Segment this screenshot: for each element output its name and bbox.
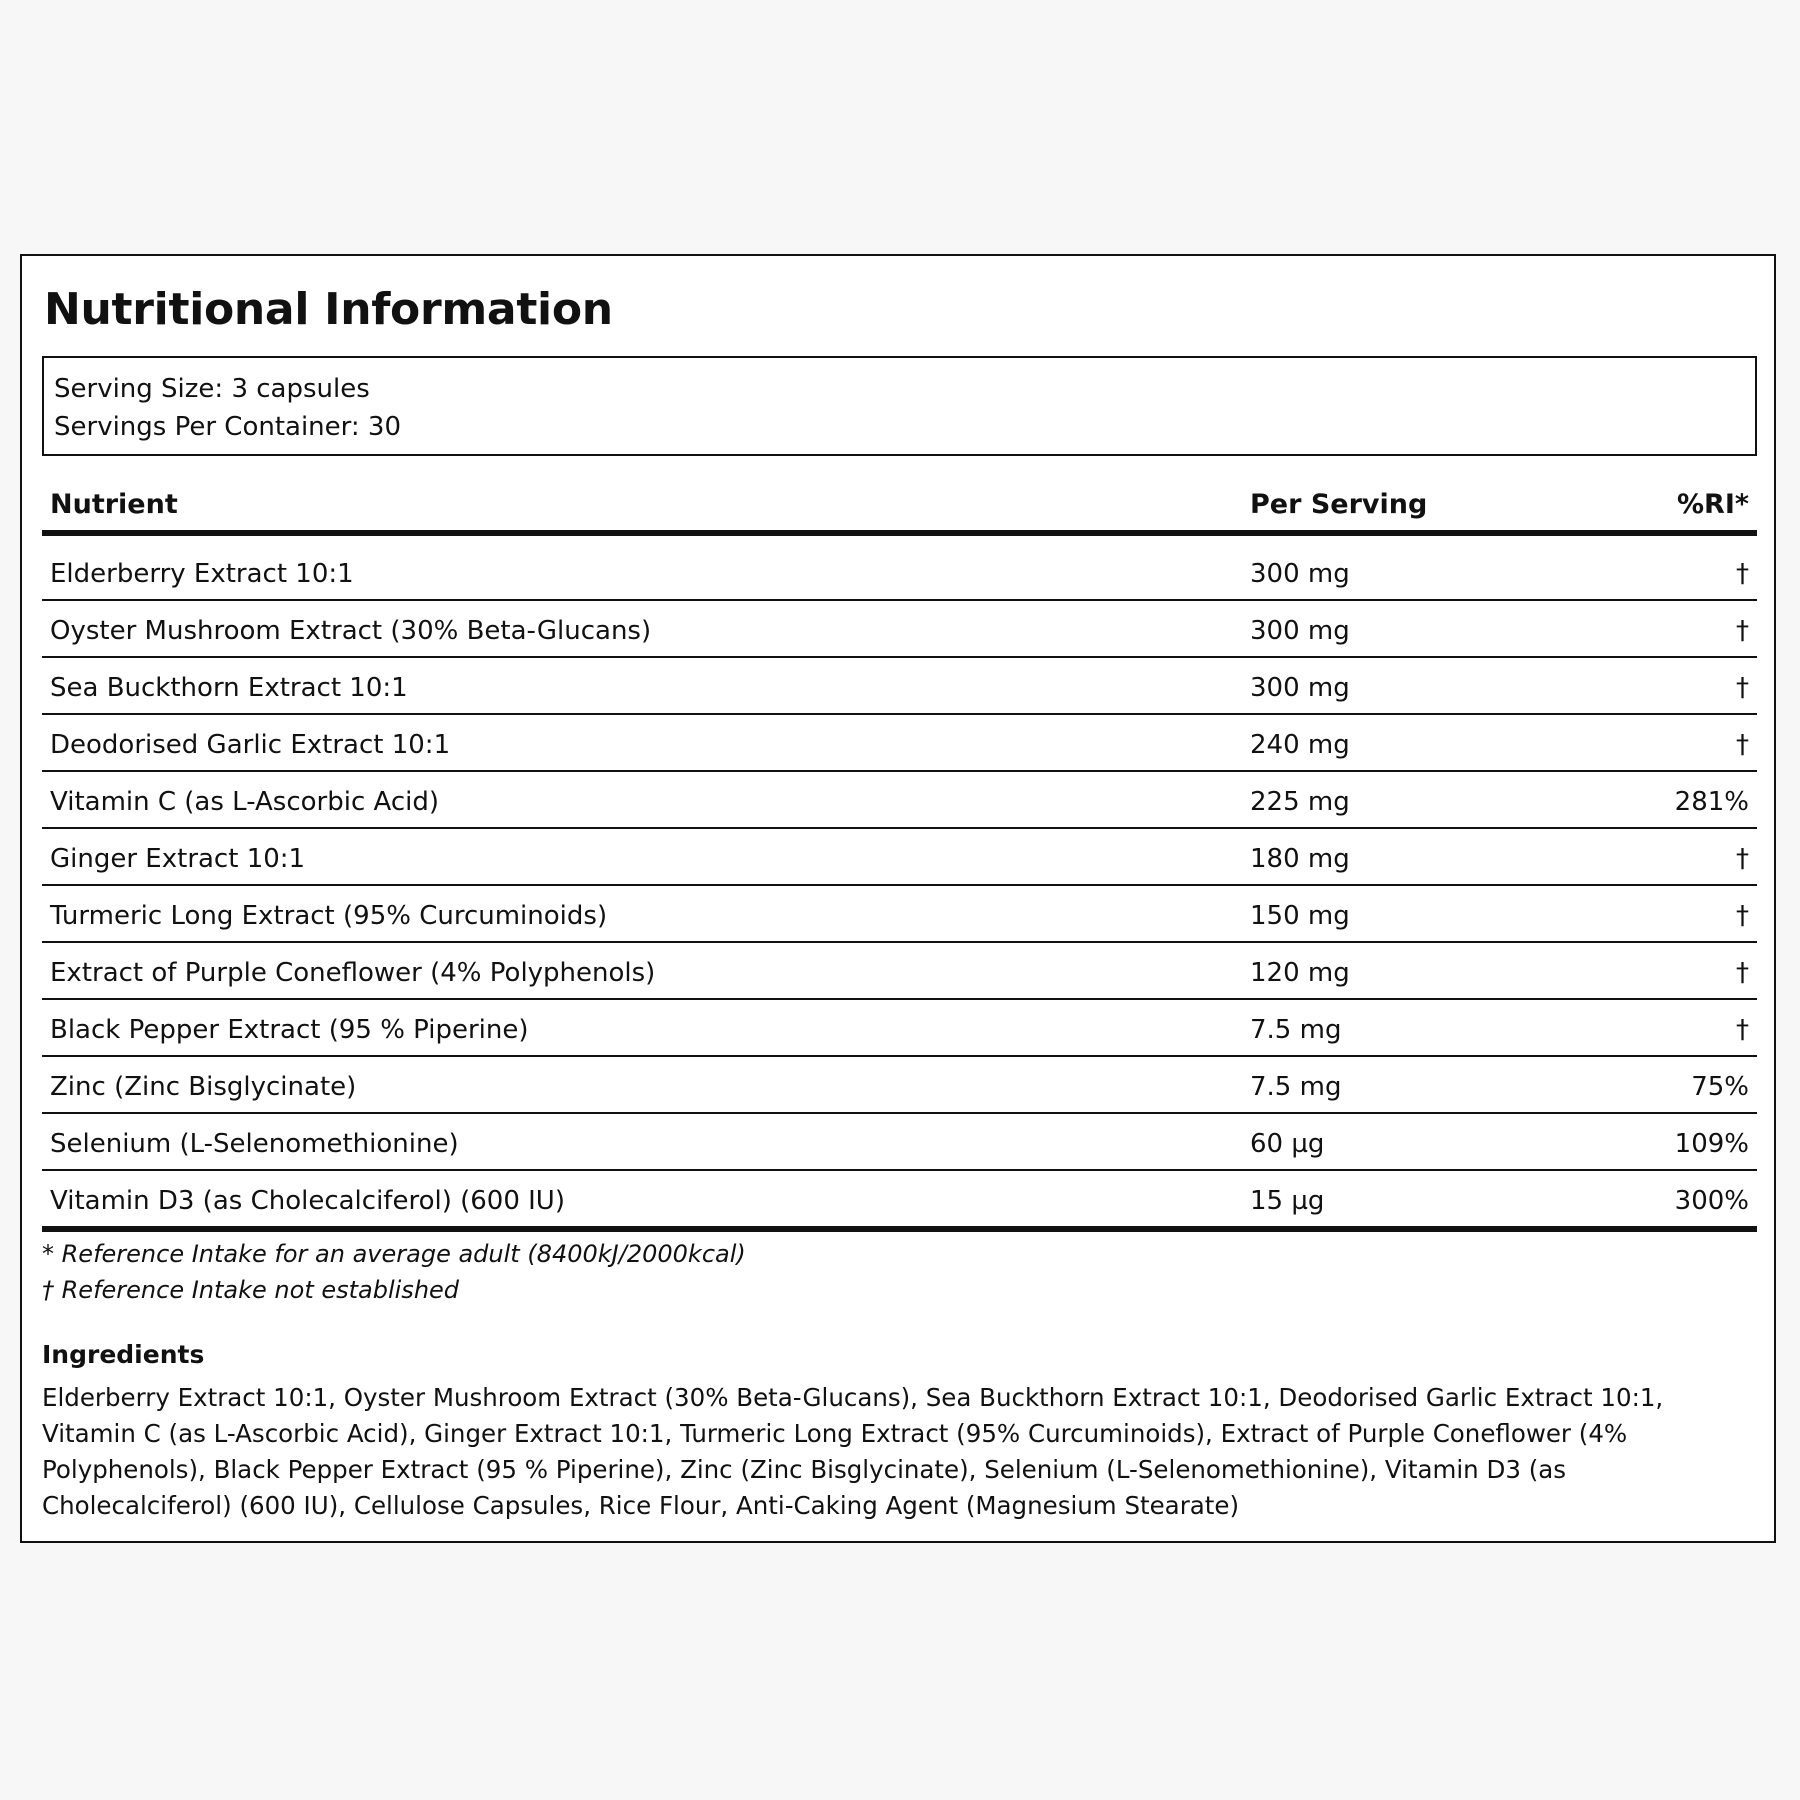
per-serving-value: 150 mg	[1250, 901, 1350, 931]
table-row	[42, 772, 1757, 829]
per-serving-value: 300 mg	[1250, 673, 1350, 703]
table-row	[42, 658, 1757, 715]
footnote-not-established: † Reference Intake not established	[42, 1276, 460, 1304]
serving-size: Serving Size: 3 capsules	[54, 374, 370, 404]
table-row	[42, 886, 1757, 943]
nutrient-name: Zinc (Zinc Bisglycinate)	[50, 1072, 357, 1102]
nutrient-name: Sea Buckthorn Extract 10:1	[50, 673, 408, 703]
nutrient-name: Elderberry Extract 10:1	[50, 559, 354, 589]
per-serving-value: 300 mg	[1250, 559, 1350, 589]
table-body	[42, 536, 1757, 1232]
table-row	[42, 536, 1757, 601]
ri-value: 75%	[1691, 1072, 1749, 1102]
per-serving-value: 120 mg	[1250, 958, 1350, 988]
per-serving-value: 240 mg	[1250, 730, 1350, 760]
servings-per-container: Servings Per Container: 30	[54, 412, 402, 442]
nutrient-name: Extract of Purple Coneflower (4% Polyphenols)	[50, 958, 656, 988]
ri-value: †	[1736, 844, 1749, 874]
ri-value: †	[1736, 901, 1749, 931]
footnotes	[42, 1236, 746, 1308]
per-serving-value: 180 mg	[1250, 844, 1350, 874]
nutrition-panel	[20, 254, 1776, 1543]
table-row	[42, 943, 1757, 1000]
header-per-serving: Per Serving	[1250, 489, 1428, 520]
table-row	[42, 1171, 1757, 1232]
nutrient-name: Black Pepper Extract (95 % Piperine)	[50, 1015, 529, 1045]
per-serving-value: 60 µg	[1250, 1129, 1325, 1159]
ri-value: 281%	[1674, 787, 1749, 817]
ri-value: †	[1736, 730, 1749, 760]
ri-value: †	[1736, 559, 1749, 589]
nutrient-name: Oyster Mushroom Extract (30% Beta-Glucans)	[50, 616, 652, 646]
table-row	[42, 715, 1757, 772]
per-serving-value: 300 mg	[1250, 616, 1350, 646]
table-row	[42, 1114, 1757, 1171]
table-row	[42, 829, 1757, 886]
ingredients-list: Elderberry Extract 10:1, Oyster Mushroom Extract (30% Beta-Glucans), Sea Buckthorn Extract 10:1, Deodorised Garlic Extract 10:1, Vitamin C (as L-Ascorbic Acid), Ginger Extract 10:1, Turmeric Long Extract (95% Curcuminoids), Extract of Purple Coneflower (4% Polyphenols), Black Pepper Extract (95 % Piperine), Zinc (Zinc Bisglycinate), Selenium (L-Selenomethionine), Vitamin D3 (as Cholecalciferol) (600 IU), Cellulose Capsules, Rice Flour, Anti-Caking Agent (Magnesium Stearate)	[42, 1383, 1664, 1520]
ri-value: †	[1736, 958, 1749, 988]
ri-value: 300%	[1674, 1186, 1749, 1216]
nutrient-name: Turmeric Long Extract (95% Curcuminoids)	[50, 901, 608, 931]
nutrient-name: Vitamin C (as L-Ascorbic Acid)	[50, 787, 440, 817]
nutrient-name: Ginger Extract 10:1	[50, 844, 306, 874]
table-header	[42, 476, 1757, 536]
table-row	[42, 1057, 1757, 1114]
nutrient-table	[42, 476, 1757, 1232]
per-serving-value: 15 µg	[1250, 1186, 1325, 1216]
table-row	[42, 1000, 1757, 1057]
table-row	[42, 601, 1757, 658]
per-serving-value: 7.5 mg	[1250, 1015, 1342, 1045]
nutrient-name: Vitamin D3 (as Cholecalciferol) (600 IU)	[50, 1186, 565, 1216]
header-nutrient: Nutrient	[50, 489, 178, 520]
ingredients-heading: Ingredients	[42, 1340, 205, 1369]
ri-value: †	[1736, 1015, 1749, 1045]
ri-value: †	[1736, 673, 1749, 703]
header-ri: %RI*	[1676, 489, 1749, 520]
ri-value: 109%	[1674, 1129, 1749, 1159]
serving-info-box	[42, 356, 1757, 456]
footnote-reference-intake: * Reference Intake for an average adult (8400kJ/2000kcal)	[42, 1240, 746, 1268]
ri-value: †	[1736, 616, 1749, 646]
page-title: Nutritional Information	[44, 284, 613, 335]
nutrient-name: Selenium (L-Selenomethionine)	[50, 1129, 459, 1159]
per-serving-value: 225 mg	[1250, 787, 1350, 817]
per-serving-value: 7.5 mg	[1250, 1072, 1342, 1102]
nutrient-name: Deodorised Garlic Extract 10:1	[50, 730, 451, 760]
